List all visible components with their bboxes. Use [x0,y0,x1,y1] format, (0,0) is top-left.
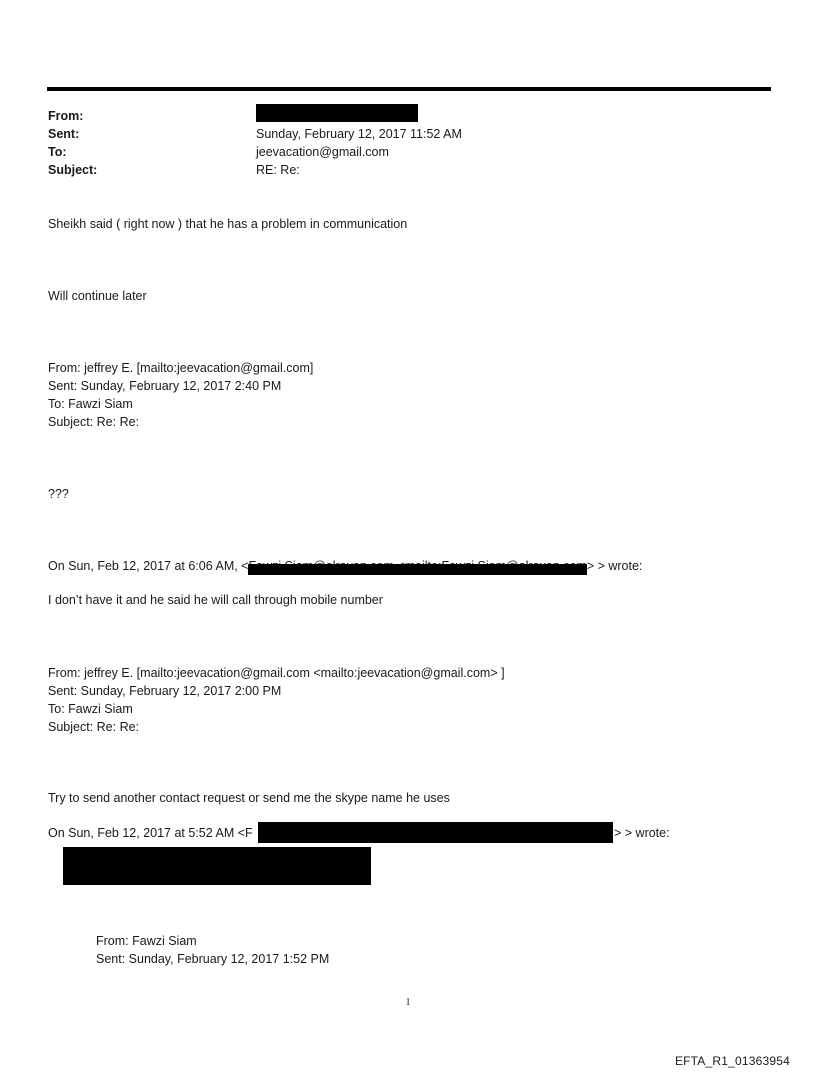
sent-label: Sent: [48,127,80,141]
redaction-from [256,104,418,122]
sent-value: Sunday, February 12, 2017 11:52 AM [256,127,462,141]
quoted-to-2: To: Fawzi Siam [48,702,133,716]
to-label: To: [48,145,67,159]
body-paragraph-3: ??? [48,487,69,501]
quoted-from-1: From: jeffrey E. [mailto:jeevacation@gmail.com] [48,361,314,375]
subject-label: Subject: [48,163,98,177]
on-wrote-suffix-2: > > wrote: [614,826,670,840]
body-paragraph-4: I don’t have it and he said he will call through mobile number [48,593,383,607]
quoted-from-2: From: jeffrey E. [mailto:jeevacation@gmail.com <mailto:jeevacation@gmail.com> ] [48,666,505,680]
body-paragraph-5: Try to send another contact request or send me the skype name he uses [48,791,450,805]
body-paragraph-1: Sheikh said ( right now ) that he has a problem in communication [48,217,408,231]
quoted-from-3: From: Fawzi Siam [96,934,197,948]
subject-value: RE: Re: [256,163,300,177]
redacted-email-1 [248,559,586,573]
document-id: EFTA_R1_01363954 [674,1054,790,1068]
redaction-strike-1 [248,564,586,575]
redaction-block [63,847,371,885]
header-rule [47,87,771,91]
on-wrote-suffix-1: > > wrote: [586,559,643,573]
from-label: From: [48,109,84,123]
on-wrote-line-1 [48,559,642,573]
quoted-sent-3: Sent: Sunday, February 12, 2017 1:52 PM [96,952,330,966]
page-number: 1 [405,997,411,1008]
on-wrote-prefix-1: On Sun, Feb 12, 2017 at 6:06 AM, < [48,559,249,573]
to-value: jeevacation@gmail.com [256,145,389,159]
redaction-email-2 [258,822,613,843]
quoted-to-1: To: Fawzi Siam [48,397,133,411]
quoted-subject-2: Subject: Re: Re: [48,720,140,734]
quoted-sent-2: Sent: Sunday, February 12, 2017 2:00 PM [48,684,282,698]
on-wrote-prefix-2: On Sun, Feb 12, 2017 at 5:52 AM <F [48,826,253,840]
quoted-subject-1: Subject: Re: Re: [48,415,140,429]
body-paragraph-2: Will continue later [48,289,147,303]
quoted-sent-1: Sent: Sunday, February 12, 2017 2:40 PM [48,379,282,393]
